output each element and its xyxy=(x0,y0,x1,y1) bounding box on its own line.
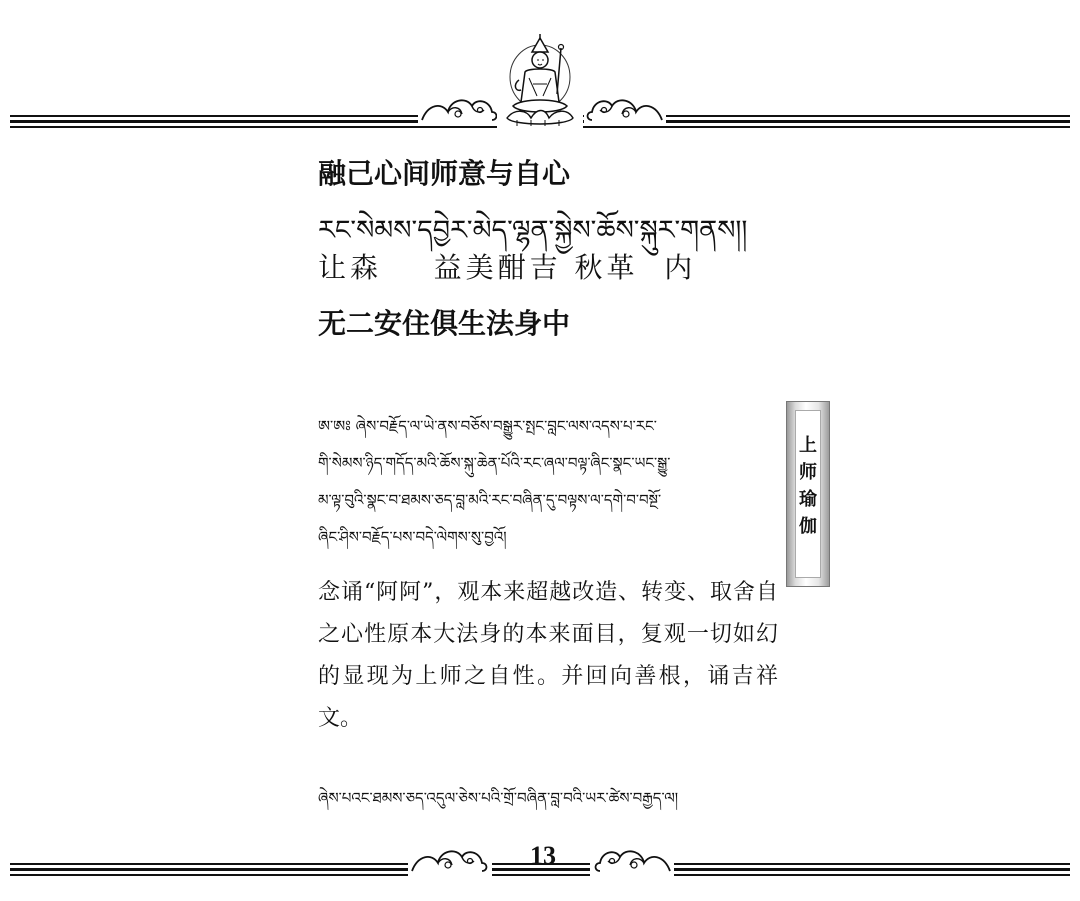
chinese-instruction-paragraph: 念诵“阿阿”，观本来超越改造、转变、取舍自之心性原本大法身的本来面目，复观一切如幻的显现为上师之自性。并回向善根，诵吉祥文。 xyxy=(318,580,778,731)
chinese-subtitle: 无二安住俱生法身中 xyxy=(318,307,571,340)
section-side-tab-label xyxy=(787,432,829,540)
cloud-ornament-left-icon xyxy=(418,92,500,126)
tibetan-title: རང་སེམས་དབྱེར་མེད་ལྷན་སྐྱེས་ཆོས་སྐུར་གནས།། xyxy=(318,215,748,246)
phonetic-transcription: 让森 益美酣吉 秋革 内 xyxy=(318,251,697,284)
tibetan-body-line-4: ཞིང་ཤིས་བརྗོད་པས་བདེ་ལེགས་སུ་བྱའོ། xyxy=(318,528,507,546)
side-tab-char: 师 xyxy=(799,462,817,483)
chinese-title: 融己心间师意与自心 xyxy=(318,157,571,190)
section-side-tab xyxy=(786,401,830,587)
guru-rinpoche-figure-icon xyxy=(497,32,583,132)
side-tab-char: 上 xyxy=(799,435,817,456)
tibetan-footer-line: ཞེས་པའང་ཐམས་ཅད་འདུལ་ཅེས་པའི་གྲོ་བཞིན་བླ་བའི་ཡར་ཚེས་བརྒྱད་ལ། xyxy=(318,789,679,807)
cloud-ornament-right-icon xyxy=(590,843,674,877)
tibetan-body-line-3: མ་ལྟ་བུའི་སྣང་བ་ཐམས་ཅད་བླ་མའི་རང་བཞིན་དུ་བལྟས་ལ་དགེ་བ་བསྔོ་ xyxy=(318,491,662,509)
side-tab-char: 伽 xyxy=(799,516,817,537)
cloud-ornament-left-icon xyxy=(408,843,492,877)
side-tab-char: 瑜 xyxy=(799,489,817,510)
cloud-ornament-right-icon xyxy=(584,92,666,126)
page-number: 13 xyxy=(530,841,556,870)
tibetan-body-line-2: གི་སེམས་ཉིད་གདོད་མའི་ཆོས་སྐུ་ཆེན་པོའི་རང་ཞལ་བལྟ་ཞིང་སྣང་ཡང་སྒྱུ་ xyxy=(318,454,671,472)
tibetan-body-line-1: ཨ་ཨཿ ཞེས་བརྗོད་ལ་ཡེ་ནས་བཅོས་བསྒྱུར་སྤང་བླང་ལས་འདས་པ་རང་ xyxy=(318,417,657,435)
